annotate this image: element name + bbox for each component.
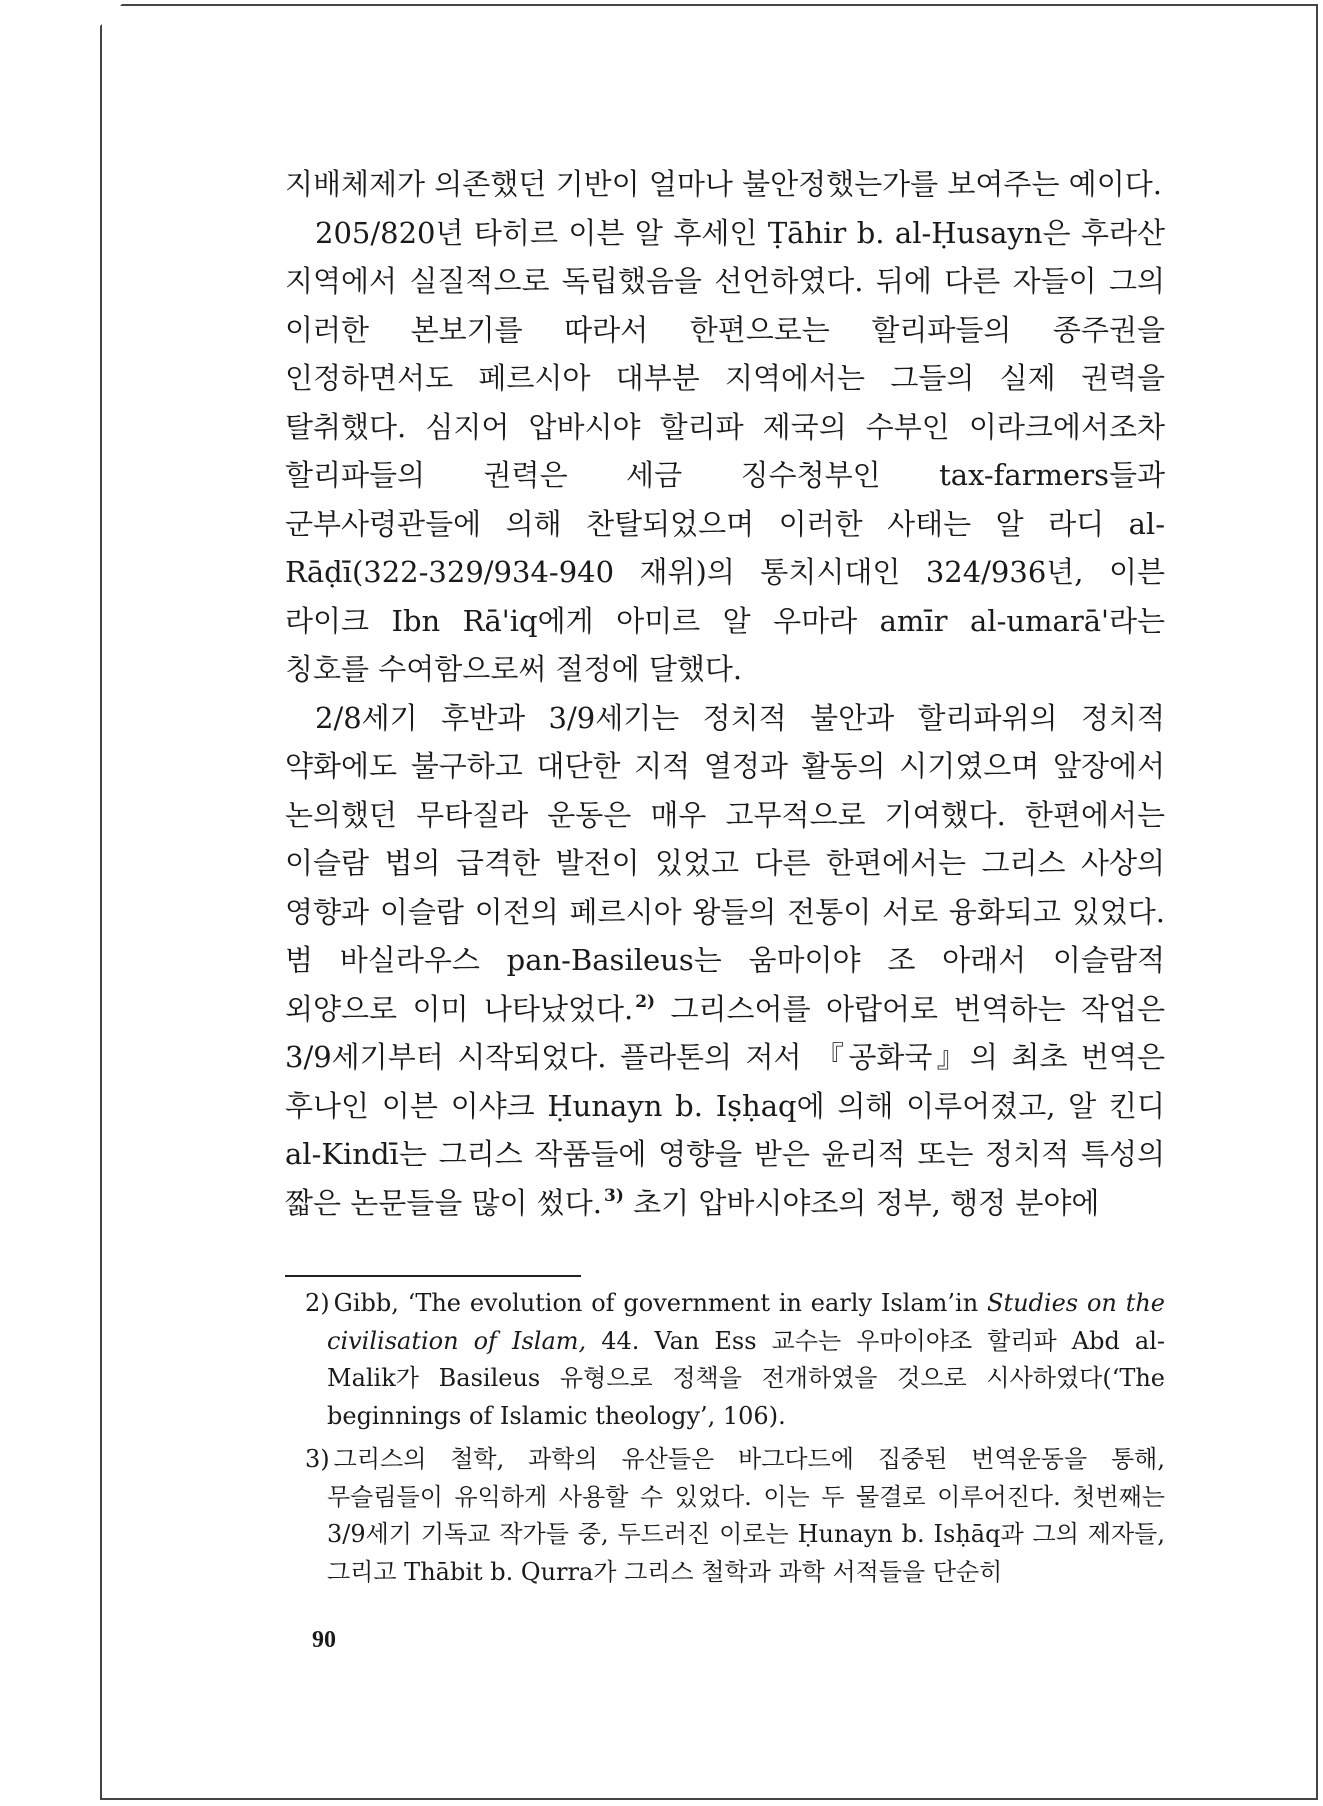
paragraph-text: 초기 압바시야조의 정부, 행정 분야에 [623,1185,1100,1220]
paragraph-text: 지배체제가 의존했던 기반이 얼마나 불안정했는가를 보여주는 예이다. [285,167,1162,201]
body-paragraph [285,160,1165,209]
footnote-text: 44. Van Ess 교수는 우마이야조 할리파 Abd al-Malik가 Basileus 유형으로 정책을 전개하였을 것으로 시사하였다(‘The beginnings of Islamic theology’, 106). [327,1326,1166,1430]
page-number: 90 [312,1627,336,1653]
body-paragraph [285,209,1165,694]
footnote-text: Gibb, ‘The evolution of government in early Islam’in [333,1289,987,1317]
footnote [305,1285,1165,1435]
paragraph-text: 그리스어를 아랍어로 번역하는 작업은 3/9세기부터 시작되었다. 플라톤의 저서 『공화국』의 최초 번역은 후나인 이븐 이샤크 Ḥunayn b. Iṣḥaq에 의해 이루어졌고, 알 킨디 al-Kindī는 그리스 작품들에 영향을 받은 윤리적 또는 정치적 특성의 짧은 논문들을 많이 썼다. [285,991,1165,1220]
body-paragraph [285,694,1165,1228]
paragraph-text: 205/820년 타히르 이븐 알 후세인 Ṭāhir b. al-Ḥusayn은 후라산 지역에서 실질적으로 독립했음을 선언하였다. 뒤에 다른 자들이 그의 이러한 본보기를 따라서 한편으로는 할리파들의 종주권을 인정하면서도 페르시아 대부분 지역에서는 그들의 실제 권력을 탈취했다. 심지어 압바시야 할리파 제국의 수부인 이라크에서조차 할리파들의 권력은 세금 징수청부인 tax-farmers들과 군부사령관들에 의해 찬탈되었으며 이러한 사태는 알 라디 al-Rāḍī(322-329/934-940 재위)의 통치시대인 324/936년, 이븐 라이크 Ibn Rā'iq에게 아미르 알 우마라 amīr al-umarā'라는 칭호를 수여함으로써 절정에 달했다. [285,215,1165,686]
footnote-title-italic: Studies on the civilisation of Islam, [327,1289,1165,1355]
footnote-text: 그리스의 철학, 과학의 유산들은 바그다드에 집중된 번역운동을 통해, 무슬림들이 유익하게 사용할 수 있었다. 이는 두 물결로 이루어진다. 첫번째는 3/9세기 기독교 작가들 중, 두드러진 이로는 Ḥunayn b. Isḥāq과 그의 제자들, 그리고 Thābit b. Qurra가 그리스 철학과 과학 서적들을 단순히 [327,1445,1165,1586]
footnote-reference[interactable]: 3) [604,1185,624,1206]
footnote [305,1441,1165,1591]
paragraph-text: 2/8세기 후반과 3/9세기는 정치적 불안과 할리파위의 정치적 약화에도 불구하고 대단한 지적 열정과 활동의 시기였으며 앞장에서 논의했던 무타질라 운동은 매우 고무적으로 기여했다. 한편에서는 이슬람 법의 급격한 발전이 있었고 다른 한편에서는 그리스 사상의 영향과 이슬람 이전의 페르시아 왕들의 전통이 서로 융화되고 있었다. 범 바실라우스 pan-Basileus는 움마이야 조 아래서 이슬람적 외양으로 이미 나타났었다. [285,700,1165,1026]
body-text [285,160,1165,1227]
footnote-separator [285,1275,581,1277]
footnotes [305,1285,1165,1597]
page-corner [100,4,122,26]
footnote-reference[interactable]: 2) [635,991,656,1012]
footnote-number: 2) [305,1289,330,1317]
footnote-number: 3) [305,1445,330,1473]
